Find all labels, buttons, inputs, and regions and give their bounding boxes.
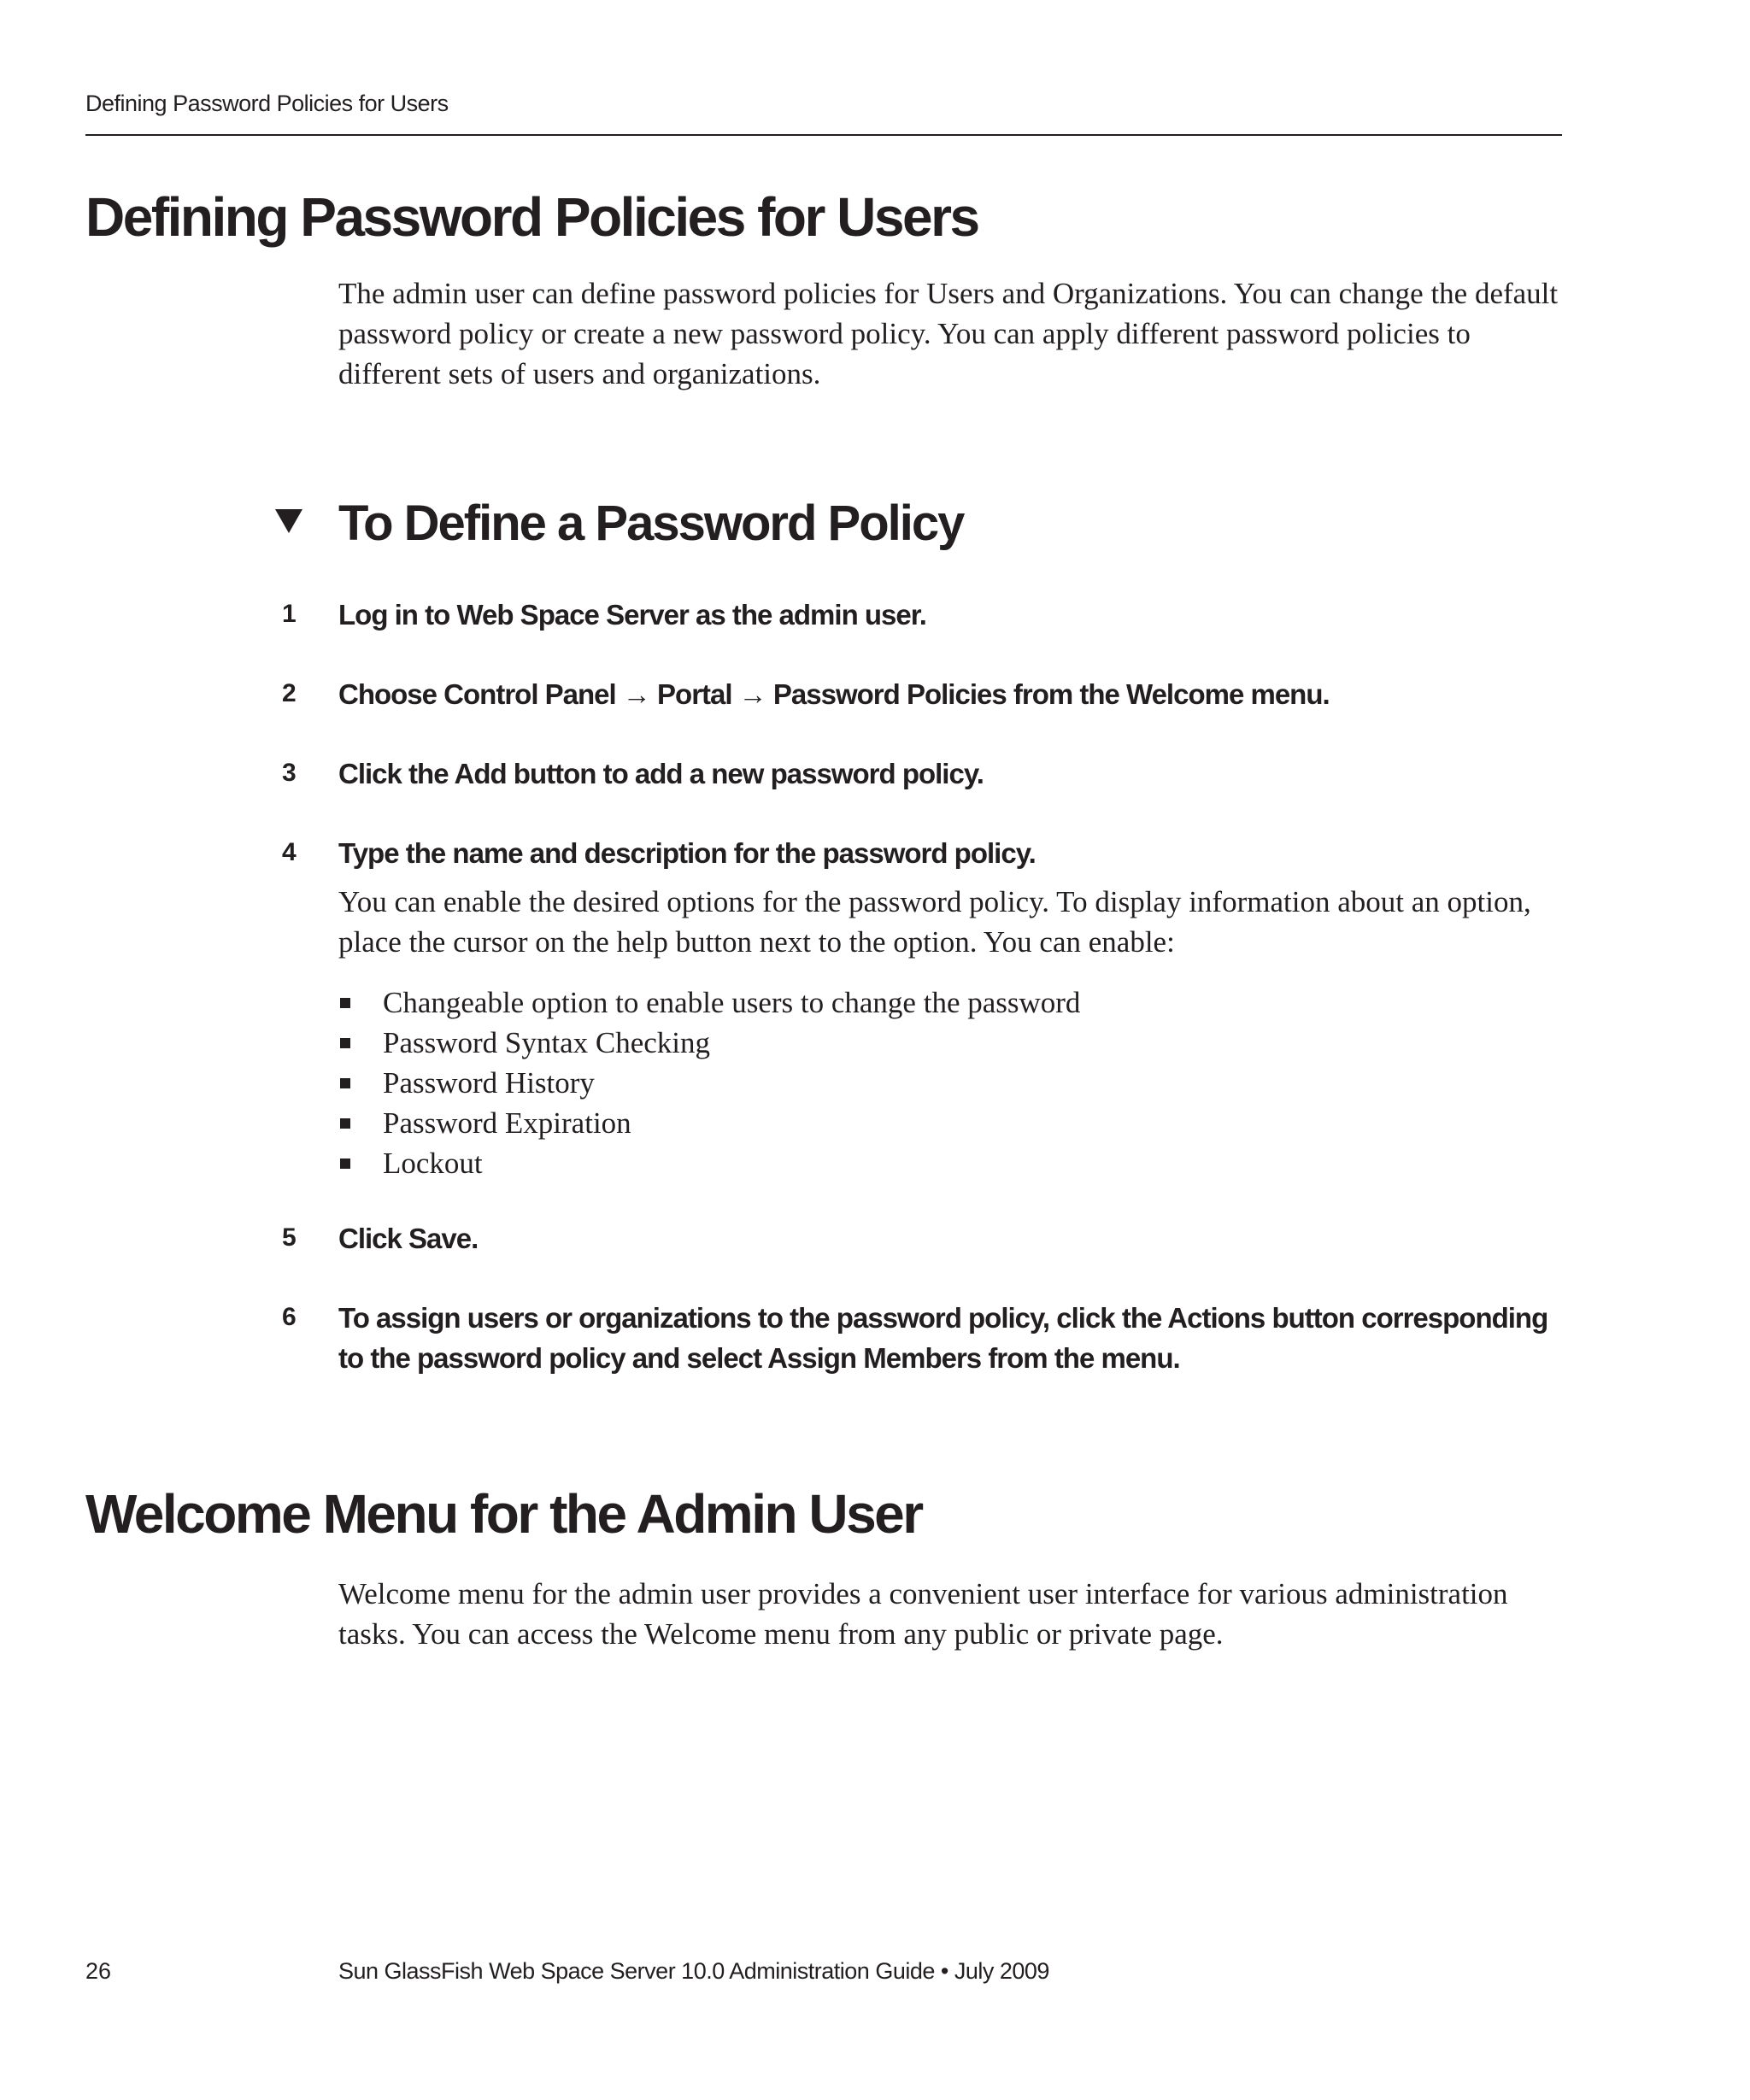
list-item-text: Lockout [383,1147,483,1180]
list-item-text: Password Syntax Checking [383,1026,711,1059]
bullet-square-icon [340,1078,350,1088]
bullet-square-icon [340,1038,350,1048]
step-text: To assign users or organizations to the password policy, click the Actions button corresponding to the password policy and select Assign Members from the menu. [338,1302,1548,1374]
list-item [338,1063,1080,1103]
running-header: Defining Password Policies for Users [85,91,449,116]
options-list [338,983,1080,1183]
section-intro-password-policies: The admin user can define password policies for Users and Organizations. You can change the default password policy or create a new password policy. You can apply different password policies to different sets of users and organizations. [338,277,1559,390]
section-intro-welcome-menu: Welcome menu for the admin user provides a convenient user interface for various administration tasks. You can access the Welcome menu from any public or private page. [338,1577,1508,1651]
page-number: 26 [85,1958,112,1984]
step-4-detail: You can enable the desired options for the password policy. To display information about an option, place the cursor on the help button next to the option. You can enable: [338,885,1531,959]
header-rule [85,134,1562,136]
list-item-text: Changeable option to enable users to change the password [383,986,1081,1019]
bullet-square-icon [340,1118,350,1129]
list-item-text: Password History [383,1066,595,1100]
step-text: Choose Control Panel → Portal → Password Policies from the Welcome menu. [338,678,1330,710]
section-title-password-policies: Defining Password Policies for Users [85,186,978,248]
step-number: 4 [282,838,297,866]
list-item [338,983,1080,1023]
bullet-square-icon [340,1159,350,1169]
step-text: Type the name and description for the password policy. [338,837,1036,869]
procedure-triangle-icon [275,509,302,533]
list-item-text: Password Expiration [383,1106,631,1140]
step-number: 5 [282,1223,297,1252]
footer-book-title: Sun GlassFish Web Space Server 10.0 Administration Guide • July 2009 [338,1958,1049,1984]
step-text: Click the Add button to add a new password policy. [338,758,984,789]
bullet-square-icon [340,998,350,1008]
procedure-title: To Define a Password Policy [338,496,964,551]
step-number: 3 [282,759,297,787]
step-number: 6 [282,1303,297,1331]
section-title-welcome-menu: Welcome Menu for the Admin User [85,1483,922,1545]
step-number: 1 [282,600,297,628]
step-text: Click Save. [338,1223,479,1254]
step-number: 2 [282,679,297,707]
list-item [338,1023,1080,1063]
step-text: Log in to Web Space Server as the admin user. [338,599,926,631]
list-item [338,1103,1080,1143]
list-item [338,1143,1080,1183]
